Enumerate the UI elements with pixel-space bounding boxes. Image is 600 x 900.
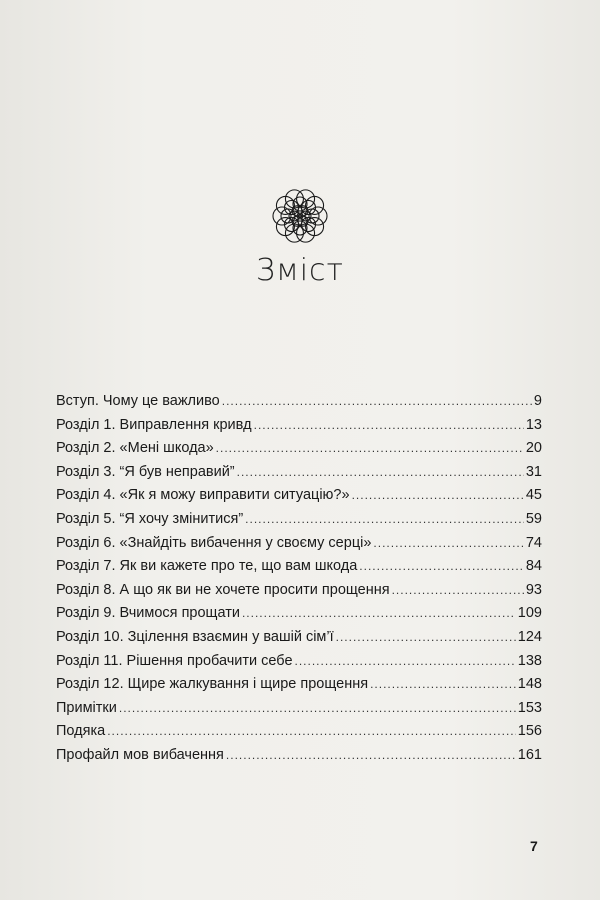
toc-dot-leader (107, 720, 516, 744)
toc-entry-page: 161 (517, 746, 542, 763)
toc-entry[interactable] (56, 555, 542, 579)
toc-entry[interactable] (56, 461, 542, 485)
toc-entry[interactable] (56, 626, 542, 650)
toc-entry-page: 20 (525, 440, 542, 457)
toc-entry[interactable] (56, 484, 542, 508)
toc-dot-leader (254, 414, 524, 438)
toc-dot-leader (245, 508, 524, 532)
toc-dot-leader (352, 484, 524, 508)
toc-entry-label: Розділ 1. Виправлення кривд (56, 416, 252, 433)
toc-entry-page: 148 (517, 676, 542, 693)
toc-dot-leader (295, 650, 516, 674)
toc-dot-leader (222, 390, 532, 414)
toc-dot-leader (237, 461, 524, 485)
toc-entry-page: 124 (517, 628, 542, 645)
toc-dot-leader (392, 579, 524, 603)
toc-dot-leader (336, 626, 516, 650)
toc-entry-label: Примітки (56, 699, 117, 716)
toc-entry-page: 153 (517, 699, 542, 716)
toc-entry-page: 13 (525, 416, 542, 433)
toc-entry-page: 109 (517, 605, 542, 622)
toc-entry[interactable] (56, 532, 542, 556)
toc-entry-label: Розділ 2. «Мені шкода» (56, 440, 214, 457)
toc-entry-page: 93 (525, 581, 542, 598)
toc-entry-label: Розділ 3. “Я був неправий” (56, 463, 235, 480)
toc-entry[interactable] (56, 508, 542, 532)
toc-dot-leader (373, 532, 523, 556)
toc-entry[interactable] (56, 697, 542, 721)
toc-entry[interactable] (56, 720, 542, 744)
toc-dot-leader (370, 673, 516, 697)
toc-dot-leader (242, 602, 516, 626)
toc-entry-label: Розділ 9. Вчимося прощати (56, 605, 240, 622)
concentric-flower-icon (270, 186, 330, 246)
toc-entry[interactable] (56, 579, 542, 603)
toc-entry-label: Розділ 11. Рішення пробачити себе (56, 652, 293, 669)
toc-entry-page: 156 (517, 723, 542, 740)
toc-entry-label: Розділ 10. Зцілення взаємин у вашій сім’ї (56, 628, 334, 645)
toc-entry[interactable] (56, 437, 542, 461)
toc-entry[interactable] (56, 414, 542, 438)
toc-entry-page: 59 (525, 510, 542, 527)
toc-dot-leader (119, 697, 516, 721)
toc-entry-page: 84 (525, 558, 542, 575)
toc-entry-page: 31 (525, 463, 542, 480)
toc-entry-label: Розділ 6. «Знайдіть вибачення у своєму серці» (56, 534, 372, 551)
page-title: Зміст (255, 253, 344, 288)
toc-entry[interactable] (56, 744, 542, 768)
table-of-contents (56, 390, 542, 768)
toc-entry-page: 45 (525, 487, 542, 504)
toc-entry-page: 138 (517, 652, 542, 669)
toc-entry-label: Розділ 5. “Я хочу змінитися” (56, 510, 244, 527)
toc-entry[interactable] (56, 390, 542, 414)
toc-entry-label: Вступ. Чому це важливо (56, 393, 220, 409)
page-number: 7 (530, 838, 538, 854)
toc-entry-label: Профайл мов вибачення (56, 746, 224, 763)
toc-entry[interactable] (56, 673, 542, 697)
toc-entry[interactable] (56, 650, 542, 674)
toc-entry-label: Розділ 12. Щире жалкування і щире прощення (56, 676, 369, 693)
toc-dot-leader (226, 744, 516, 768)
toc-dot-leader (216, 437, 524, 461)
toc-entry[interactable] (56, 602, 542, 626)
toc-dot-leader (359, 555, 524, 579)
toc-entry-page: 9 (533, 393, 542, 409)
toc-entry-page: 74 (525, 534, 542, 551)
toc-entry-label: Подяка (56, 723, 106, 740)
toc-entry-label: Розділ 4. «Як я можу виправити ситуацію?» (56, 487, 350, 504)
toc-entry-label: Розділ 8. А що як ви не хочете просити прощення (56, 581, 390, 598)
toc-entry-label: Розділ 7. Як ви кажете про те, що вам шкода (56, 558, 358, 575)
